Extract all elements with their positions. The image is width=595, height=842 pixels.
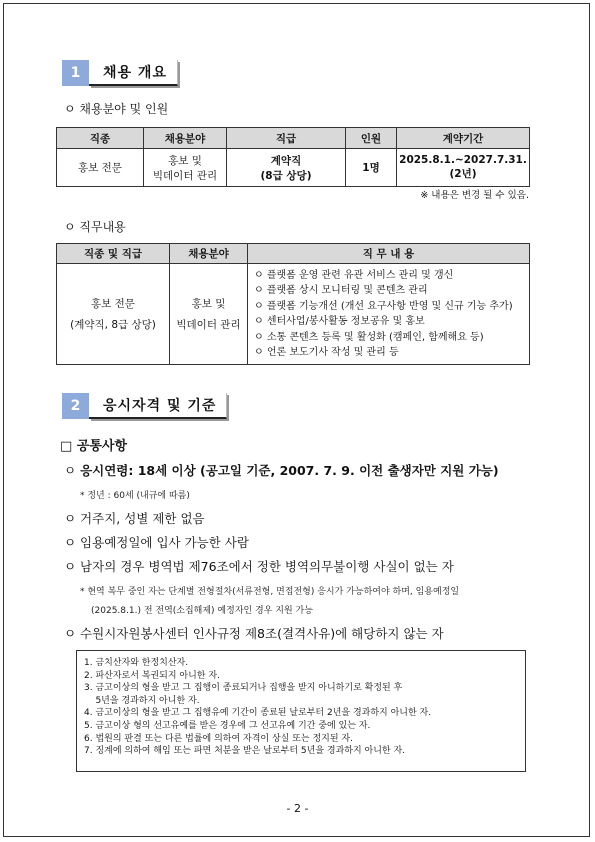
list-item: 3. 금고이상의 형을 받고 그 집행이 종료되거나 집행을 받지 아니하기로 확정된 후	[84, 683, 403, 694]
duty-item: ㅇ 플랫폼 운영 관련 유관 서비스 관리 및 갱신	[254, 269, 454, 281]
duty-item: ㅇ 언론 보도기사 작성 및 관리 등	[254, 347, 399, 358]
duty-item: ㅇ 플랫폼 상시 모니터링 및 콘텐츠 관리	[254, 285, 428, 296]
table-header: 직 무 내 용	[248, 244, 530, 264]
table-header: 계약기간	[397, 128, 530, 149]
list-item: 1. 금치산자와 한정치산자.	[84, 658, 189, 668]
section-title: 응시자격 및 기준	[89, 393, 227, 419]
cell-field-line2: 빅데이터 관리	[152, 169, 218, 182]
cell-field-line1: 홍보 및	[168, 154, 202, 167]
section-1-header	[62, 60, 178, 86]
cell-field-line2: 빅데이터 관리	[176, 319, 241, 331]
cell-field	[170, 264, 248, 365]
age-requirement	[64, 461, 499, 479]
age-requirement-text: 응시연령: 18세 이상 (공고일 기준, 2007. 7. 9. 이전 출생자만 지원 가능)	[80, 463, 499, 478]
cell-period-line1: 2025.8.1.~2027.7.31.	[399, 154, 527, 166]
table-header: 직종	[57, 128, 144, 149]
cell-field-line1: 홍보 및	[191, 298, 226, 310]
regulation-requirement: ㅇ 수원시자원봉사센터 인사규정 제8조(결격사유)에 해당하지 않는 자	[64, 626, 444, 641]
cell-period-line2: (2년)	[449, 168, 477, 180]
list-item: 7. 징계에 의하여 해임 또는 파면 처분을 받은 날로부터 5년을 경과하지 아니한 자.	[84, 746, 406, 757]
military-requirement: ㅇ 남자의 경우 병역법 제76조에서 정한 병역의무불이행 사실이 없는 자	[64, 559, 454, 574]
start-requirement: ㅇ 임용예정일에 입사 가능한 사람	[64, 535, 249, 550]
table-row	[57, 264, 530, 365]
cell-field	[144, 149, 227, 187]
cell-count: 1명	[346, 149, 397, 187]
table-header: 직종 및 직급	[57, 244, 170, 264]
page-number: - 2 -	[286, 802, 309, 815]
cell-period	[397, 149, 530, 187]
change-notice: ※ 내용은 변경 될 수 있음.	[420, 190, 529, 201]
list-item: 2. 파산자로서 복권되지 아니한 자.	[84, 670, 220, 681]
table-header: 채용분야	[144, 128, 227, 149]
age-note: * 정년 : 60세 (내규에 따름)	[80, 491, 190, 501]
table-header: 인원	[346, 128, 397, 149]
cell-job-grade	[57, 264, 170, 365]
duty-item: ㅇ 센터사업/봉사활동 정보공유 및 홍보	[254, 316, 425, 327]
section-number: 2	[62, 393, 89, 419]
duty-item: ㅇ 소통 콘텐츠 등록 및 활성화 (캠페인, 함께해요 등)	[254, 331, 484, 343]
recruit-summary-table	[56, 127, 530, 187]
section-number: 1	[62, 60, 89, 86]
list-item: 4. 금고이상의 형을 받고 그 집행유예 기간이 종료된 날로부터 2년을 경과하지 아니한 자.	[84, 708, 432, 719]
subheading-recruit-field: ㅇ 채용분야 및 인원	[64, 102, 169, 116]
cell-job-line2: (계약직, 8급 상당)	[70, 319, 156, 331]
cell-grade-line1: 계약직	[270, 154, 302, 167]
military-note-line1: * 현역 복무 중인 자는 단계별 전형절차(서류전형, 면접전형) 응시가 가능하여야 하며, 임용예정일	[80, 587, 460, 597]
military-note-line2: (2025.8.1.) 전 전역(소집해제) 예정자인 경우 지원 가능	[91, 606, 313, 616]
table-header: 직급	[227, 128, 346, 149]
bullet: ㅇ	[64, 463, 77, 478]
duty-item: ㅇ 플랫폼 기능개선 (개선 요구사항 반영 및 신규 기능 추가)	[254, 300, 513, 312]
list-item: 5. 금고이상 형의 선고유예를 받은 경우에 그 선고유예 기간 중에 있는 자.	[84, 720, 371, 731]
disqualification-box	[76, 650, 526, 772]
common-heading: □ 공통사항	[60, 439, 128, 454]
cell-job: 홍보 전문	[57, 149, 144, 187]
list-item: 5년을 경과하지 아니한 자.	[84, 695, 200, 706]
table-row	[57, 149, 530, 187]
duties-table	[56, 243, 530, 365]
cell-grade	[227, 149, 346, 187]
subheading-duties: ㅇ 직무내용	[64, 220, 126, 234]
cell-duties	[248, 264, 530, 365]
table-header: 채용분야	[170, 244, 248, 264]
list-item: 6. 법원의 판결 또는 다른 법률에 의하여 자격이 상실 또는 정지된 자.	[84, 733, 353, 744]
section-title: 채용 개요	[89, 60, 178, 86]
cell-grade-line2: (8급 상당)	[260, 169, 312, 182]
cell-job-line1: 홍보 전문	[91, 298, 135, 310]
residence-requirement: ㅇ 거주지, 성별 제한 없음	[64, 511, 205, 526]
section-2-header	[62, 393, 227, 419]
